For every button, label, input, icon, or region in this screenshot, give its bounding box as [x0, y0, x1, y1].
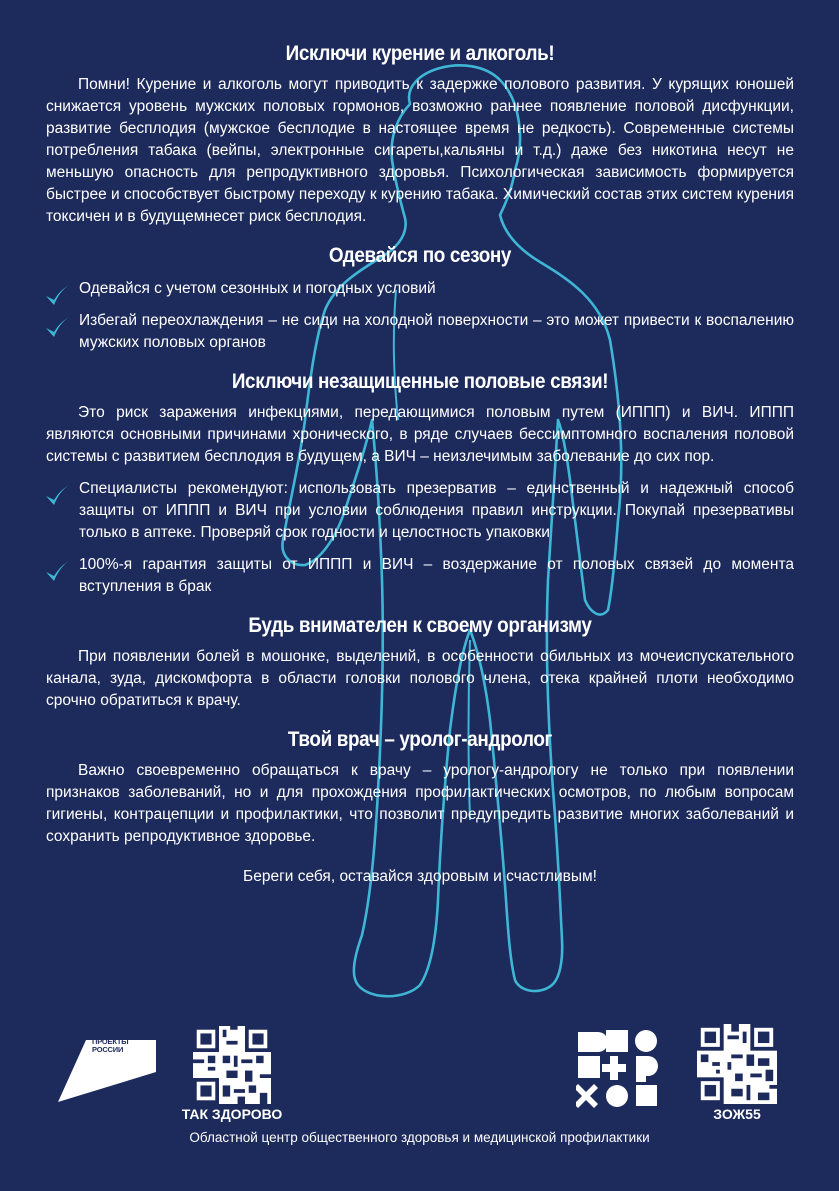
list-item-text: Специалисты рекомендуют: использовать презерватив – единственный и надежный способ защиты от ИППП и ВИЧ при условии соблюдения правил инструкции. Покупай презервативы только в аптеке. Проверяй срок годности и целостность упаковки: [79, 480, 794, 541]
qr-code-icon[interactable]: [697, 1024, 777, 1104]
section-title-protection: Исключи незащищенные половые связи!: [231, 370, 609, 393]
main-content: [46, 40, 794, 886]
section-title-doctor: Твой врач – уролог-андролог: [287, 728, 553, 751]
section-text-protection: Это риск заражения инфекциями, передающимися половым путем (ИППП) и ВИЧ. ИППП являются основными причинами хронического, в ряде случаев бессимптомного воспаления половой системы с развитием бесплодия в будущем, а ВИЧ – неизлечимым заболевание до сих пор.: [46, 404, 794, 465]
section-text-doctor: Важно своевременно обращаться к врачу – урологу-андрологу не только при появлении признаков заболеваний, но и для прохождения профилактических осмотров, по любым вопросам гигиены, контрацепции и профилактики, что позволит предупредить развитие многих заболеваний и сохранить репродуктивное здоровье.: [46, 762, 794, 845]
list-item-text: Избегай переохлаждения – не сиди на холодной поверхности – это может привести к воспалению мужских половых органов: [79, 312, 794, 351]
season-list: [46, 278, 794, 354]
organization-name: Областной центр общественного здоровья и медицинской профилактики: [189, 1130, 650, 1145]
section-title-body: Будь внимателен к своему организму: [248, 614, 592, 637]
section-text-smoking: Помни! Курение и алкоголь могут приводить к задержке полового развития. У курящих юношей снижается уровень мужских половых гормонов, возможно раннее появление половой дисфункции, развитие бесплодия (мужское бесплодие в настоящее время не редкость). Современные системы потребления табака (вейпы, электронные сигареты,кальяны и т.д.) даже без никотина несут не меньшую опасность для репродуктивного здоровья. Психологическая зависимость формируется быстрее и способствует быстрому переходу к курению табака. Химический состав этих систем курения токсичен и в будущемнесет риск бесплодия.: [46, 76, 794, 225]
section-title-smoking: Исключи курение и алкоголь!: [285, 42, 555, 65]
protection-list: [46, 478, 794, 598]
section-title-season: Одевайся по сезону: [328, 244, 512, 267]
section-text-body: При появлении болей в мошонке, выделений, в особенности обильных из мочеиспускательного канала, зуда, дискомфорта в области головки полового члена, отека крайней плоти необходимо срочно обратиться к врачу.: [46, 648, 794, 709]
qr-code-icon[interactable]: [193, 1026, 271, 1104]
national-projects-text: НАЦИОНАЛЬНЫЕ ПРОЕКТЫ РОССИИ: [92, 1029, 157, 1054]
list-item: [46, 310, 794, 354]
list-item: [46, 554, 794, 598]
zozh-logo-icon: [576, 1026, 658, 1108]
list-item-text: 100%-я гарантия защиты от ИППП и ВИЧ – воздержание от половых связей до момента вступления в брак: [79, 556, 794, 595]
qr-label-tak-zdorovo: ТАК ЗДОРОВО: [181, 1106, 283, 1122]
footer-logos: [0, 1020, 839, 1140]
list-item: [46, 278, 794, 300]
check-icon: [44, 483, 70, 509]
closing-text: Береги себя, оставайся здоровым и счастливым!: [243, 868, 597, 885]
check-icon: [44, 283, 70, 309]
check-icon: [44, 559, 70, 585]
list-item: [46, 478, 794, 544]
check-icon: [44, 315, 70, 341]
list-item-text: Одевайся с учетом сезонных и погодных условий: [79, 280, 436, 297]
qr-label-zozh55: ЗОЖ55: [713, 1106, 761, 1122]
